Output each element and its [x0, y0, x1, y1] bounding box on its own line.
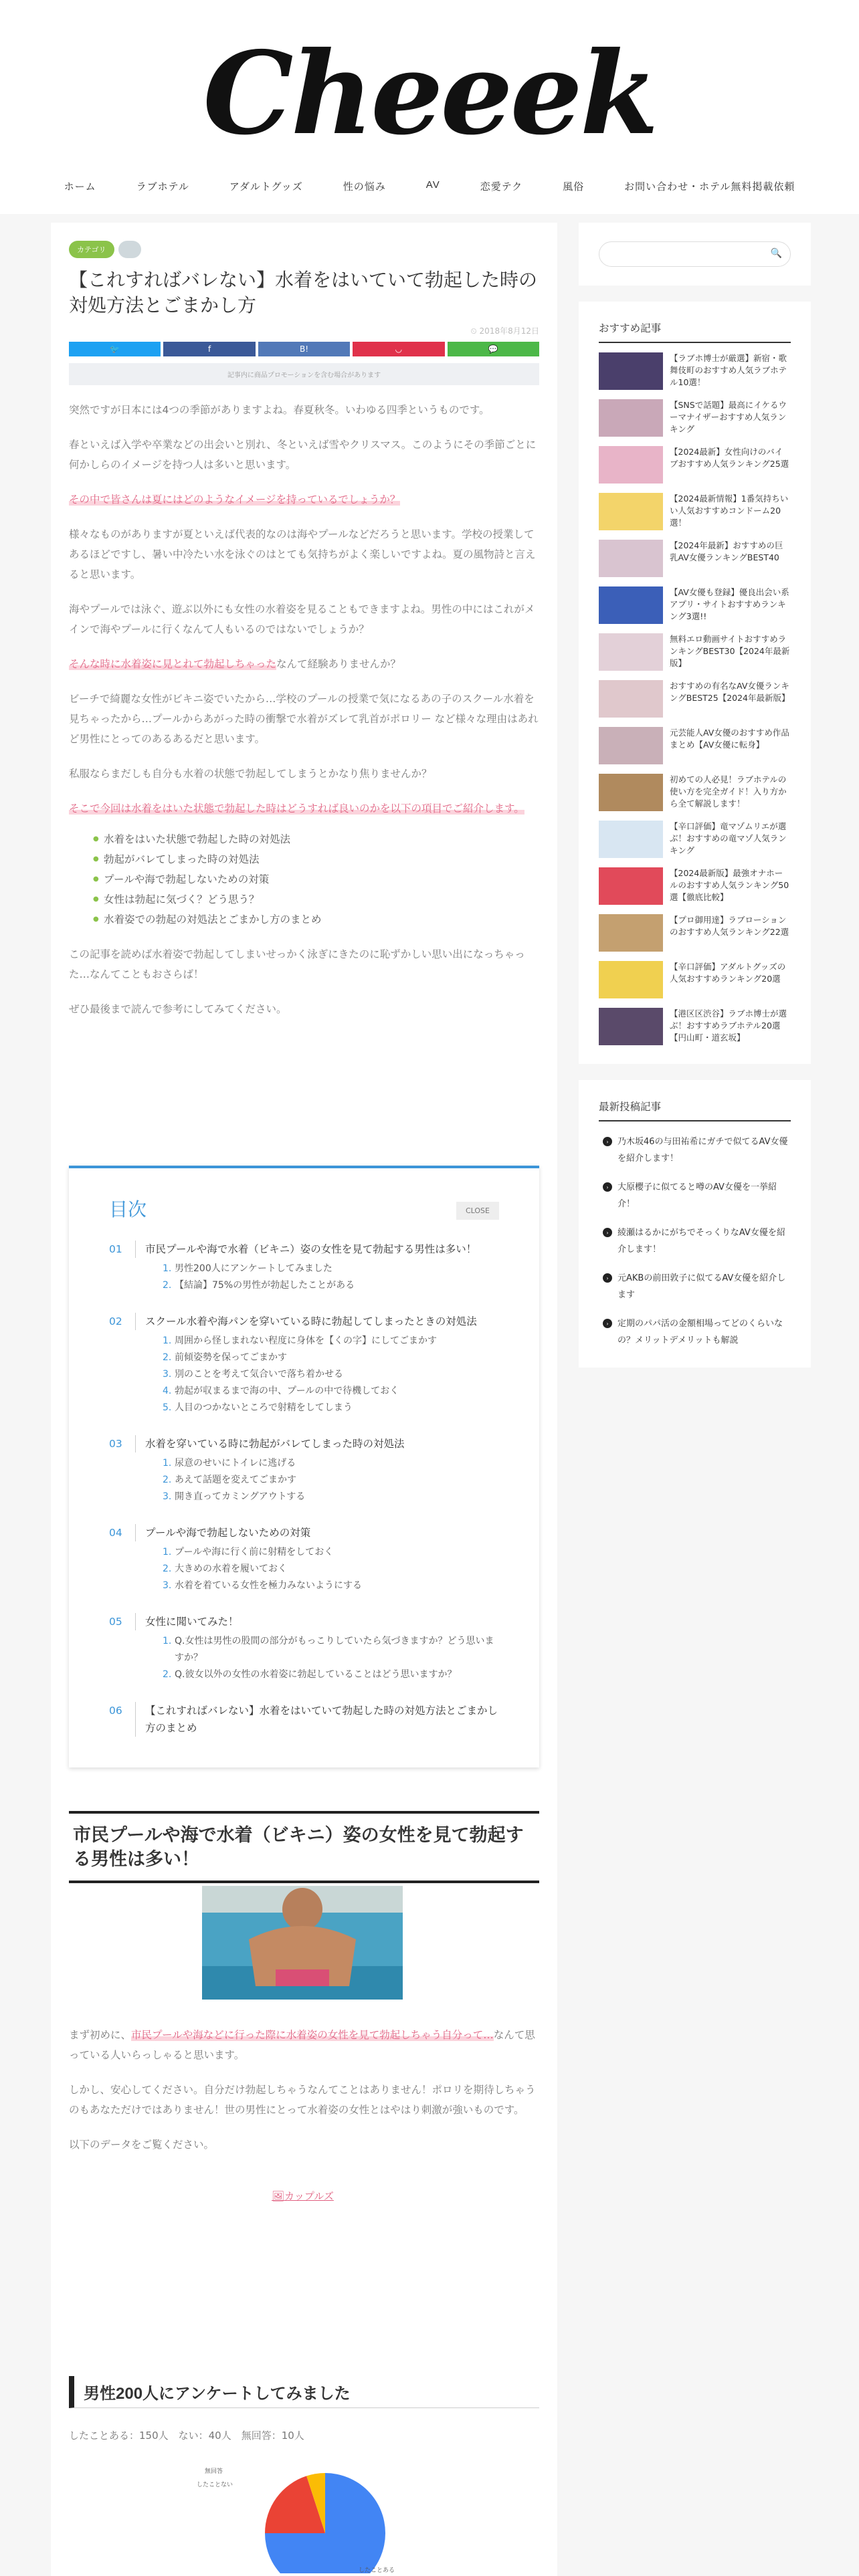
- toc-sublabel: 人目のつかないところで射精をしてしまう: [175, 1402, 353, 1413]
- search-icon[interactable]: 🔍: [770, 248, 782, 259]
- nav-item[interactable]: 性の悩み: [343, 181, 386, 193]
- highlight-text: そこで今回は水着をはいた状態で勃起した時はどうすれば良いのかを以下の項目でご紹介します。: [69, 802, 524, 815]
- article-paragraph: ビーチで綺麗な女性がビキニ姿でいたから…学校のプールの授業で気になるあの子のスクール水着を見ちゃったから…プールからあがった時の衝撃で水着がズレて乳首がポロリー など様々な理由はあれど男性にとってのあるあるだと思います。: [69, 693, 539, 745]
- toc-subitem[interactable]: [163, 1544, 499, 1561]
- toc-label: 【これすればバレない】水着をはいていて勃起した時の対処方法とごまかし方のまとめ: [145, 1705, 498, 1734]
- article-paragraph: [69, 490, 539, 510]
- toc-sublist: [163, 1261, 499, 1294]
- recommended-item[interactable]: [599, 586, 791, 624]
- subsection-heading: 男性200人にアンケートしてみました: [69, 2376, 539, 2408]
- hatena-icon: B!: [299, 344, 309, 354]
- recommended-thumbnail[interactable]: [599, 914, 663, 952]
- recommended-thumbnail[interactable]: [599, 446, 663, 484]
- recent-title[interactable]: 大原櫻子に似てると噂のAV女優を一挙紹介！: [617, 1182, 777, 1209]
- sidebar: [579, 223, 811, 1384]
- pocket-share-button[interactable]: [353, 342, 444, 356]
- nav-item[interactable]: 風俗: [563, 181, 585, 193]
- nav-item[interactable]: ホーム: [64, 181, 96, 193]
- toc-subitem[interactable]: [163, 1366, 499, 1383]
- recommended-item[interactable]: [599, 352, 791, 390]
- recent-list: [599, 1134, 791, 1349]
- toc-sublabel: 男性200人にアンケートしてみました: [175, 1263, 332, 1274]
- toc-subnumber: 3.: [163, 1369, 172, 1380]
- toc-section: [109, 1702, 499, 1737]
- nav-item[interactable]: お問い合わせ・ホテル無料掲載依頼: [624, 181, 795, 193]
- toc-subitem[interactable]: [163, 1489, 499, 1505]
- toc-sublabel: 勃起が収まるまで海の中、プールの中で待機しておく: [175, 1386, 399, 1396]
- toc-section: [109, 1524, 499, 1594]
- line-share-button[interactable]: [448, 342, 539, 356]
- pie-label: 無回答: [205, 2468, 223, 2475]
- nav-item[interactable]: 恋愛テク: [480, 181, 523, 193]
- toc-sublabel: Q.女性は男性の股間の部分がもっこりしていたら気づきますか？どう思いますか？: [175, 1636, 494, 1663]
- toc-sublist: [163, 1633, 499, 1683]
- recommended-thumbnail[interactable]: [599, 774, 663, 811]
- toc-section-link[interactable]: [109, 1241, 499, 1258]
- recent-item[interactable]: [599, 1134, 791, 1167]
- recommended-item[interactable]: [599, 446, 791, 484]
- p1-highlight: 市民プールや海などに行った際に水着姿の女性を見て勃起しちゃう自分って…: [131, 2029, 494, 2041]
- recommended-title[interactable]: 【2024年最新】おすすめの巨乳AV女優ランキングBEST40: [670, 540, 783, 562]
- toc-subitem[interactable]: [163, 1578, 499, 1594]
- recommended-item[interactable]: [599, 867, 791, 905]
- recommended-item[interactable]: [599, 680, 791, 718]
- toc-subnumber: 1.: [163, 1636, 172, 1646]
- toc-subitem[interactable]: [163, 1261, 499, 1277]
- facebook-share-button[interactable]: [163, 342, 255, 356]
- article-paragraph: この記事を読めば水着姿で勃起してしまいせっかく泳ぎにきたのに恥ずかしい思い出になっちゃった…なんてこともおさらば！: [69, 948, 525, 980]
- recommended-title: おすすめ記事: [599, 320, 791, 343]
- recent-title: 最新投稿記事: [599, 1099, 791, 1121]
- toc-subnumber: 5.: [163, 1402, 172, 1413]
- search-box: [579, 223, 811, 286]
- toc-number: 03: [109, 1435, 136, 1453]
- recommended-title[interactable]: 【ラブホ博士が厳選】新宿・歌舞伎町のおすすめ人気ラブホテル10選！: [670, 353, 787, 387]
- recommended-item[interactable]: [599, 961, 791, 998]
- toc-subitem[interactable]: [163, 1333, 499, 1350]
- recommended-thumbnail[interactable]: [599, 727, 663, 764]
- recent-widget: [579, 1080, 811, 1368]
- toc-sublabel: Q.彼女以外の女性の水着姿に勃起していることはどう思いますか？: [175, 1669, 457, 1680]
- toc-subitem[interactable]: [163, 1472, 499, 1489]
- toc-sublabel: プールや海に行く前に射精をしておく: [175, 1547, 334, 1558]
- toc-section-link[interactable]: [109, 1435, 499, 1453]
- recommended-list: [599, 352, 791, 1045]
- recommended-thumbnail[interactable]: [599, 633, 663, 671]
- recommended-title[interactable]: おすすめの有名なAV女優ランキングBEST25【2024年最新版】: [670, 681, 790, 703]
- recommended-item[interactable]: [599, 633, 791, 671]
- toc-subitem[interactable]: [163, 1455, 499, 1472]
- twitter-icon: 🐦: [110, 344, 120, 354]
- toc-section: [109, 1241, 499, 1294]
- article-closing: [69, 944, 539, 1019]
- toc-subnumber: 2.: [163, 1475, 172, 1485]
- toc-sublabel: 大きめの水着を履いておく: [175, 1564, 287, 1574]
- toc-sublabel: 別のことを考えて気合いで落ち着かせる: [175, 1369, 343, 1380]
- toc-section: [109, 1313, 499, 1416]
- recommended-item[interactable]: [599, 540, 791, 577]
- article-tags: [69, 241, 539, 258]
- recommended-item[interactable]: [599, 821, 791, 858]
- nav-item[interactable]: ラブホテル: [136, 181, 189, 193]
- toc-section: [109, 1435, 499, 1505]
- toc-subnumber: 1.: [163, 1263, 172, 1274]
- recent-title[interactable]: 元AKBの前田敦子に似てるAV女優を紹介します: [617, 1273, 786, 1300]
- toc-sections: [109, 1241, 499, 1737]
- recent-item[interactable]: [599, 1270, 791, 1303]
- recommended-title[interactable]: 【港区区渋谷】ラブホ博士が選ぶ！おすすめラブホテル20選【円山町・道玄坂】: [670, 1008, 787, 1043]
- recommended-title[interactable]: 【2024最新情報】1番気持ちいい人気おすすめコンドーム20選！: [670, 494, 789, 528]
- recommended-title[interactable]: 【SNSで話題】最高にイケるウーマナイザーおすすめ人気ランキング: [670, 400, 787, 434]
- article-title: 【これすればバレない】水着をはいていて勃起した時の対処方法とごまかし方: [69, 270, 538, 316]
- recommended-thumbnail[interactable]: [599, 352, 663, 390]
- article-bullets: [93, 829, 539, 930]
- table-of-contents: [69, 1166, 539, 1767]
- toc-sublabel: 尿意のせいにトイレに逃げる: [175, 1458, 296, 1469]
- bullet-item: ● 水着をはいた状態で勃起した時の対処法: [93, 829, 539, 849]
- recommended-title[interactable]: 元芸能人AV女優のおすすめ作品まとめ【AV女優に転身】: [670, 728, 789, 750]
- chevron-right-icon: ›: [603, 1319, 612, 1328]
- survey-pie-chart: [191, 2460, 412, 2573]
- p1-pre: まず初めに、: [69, 2029, 132, 2041]
- toc-sublist: [163, 1455, 499, 1505]
- toc-subnumber: 2.: [163, 1564, 172, 1574]
- broken-image-alt: カップルズ: [284, 2190, 334, 2202]
- facebook-icon: f: [207, 344, 211, 354]
- article-paragraph: 私服ならまだしも自分も水着の状態で勃起してしまうとかなり焦りませんか？: [69, 768, 432, 780]
- toc-subitem[interactable]: [163, 1277, 499, 1294]
- toc-subitem[interactable]: [163, 1400, 499, 1416]
- toc-close-button[interactable]: CLOSE: [456, 1202, 499, 1220]
- search-input[interactable]: [599, 241, 791, 267]
- article: [69, 241, 539, 1019]
- toc-label: スクール水着や海パンを穿いている時に勃起してしまったときの対処法: [145, 1315, 477, 1327]
- article-paragraph: 春といえば入学や卒業などの出会いと別れ、冬といえば雪やクリスマス。このようにその季節ごとに何かしらのイメージを持つ人は多いと思います。: [69, 439, 537, 471]
- recommended-item[interactable]: [599, 727, 791, 764]
- twitter-share-button[interactable]: [69, 342, 161, 356]
- nav-item[interactable]: AV: [425, 179, 440, 191]
- recommended-title[interactable]: 初めての人必見！ラブホテルの使い方を完全ガイド！入り方から全て解説します！: [670, 774, 787, 809]
- hatena-share-button[interactable]: [258, 342, 350, 356]
- recommended-thumbnail[interactable]: [599, 961, 663, 998]
- article-date: ⏲ 2018年8月12日: [470, 326, 539, 336]
- chevron-right-icon: ›: [603, 1273, 612, 1283]
- article-paragraph: 海やプールでは泳ぐ、遊ぶ以外にも女性の水着姿を見ることもできますよね。男性の中にはこれがメインで海やプールに行くなんて人もいるのではないでしょうか？: [69, 603, 535, 635]
- toc-label: 市民プールや海で水着（ビキニ）姿の女性を見て勃起する男性は多い！: [145, 1243, 477, 1255]
- toc-subnumber: 3.: [163, 1491, 172, 1502]
- section-paragraph-3: 以下のデータをご覧ください。: [69, 2139, 215, 2151]
- recommended-item[interactable]: [599, 774, 791, 811]
- bullet-item: ● 女性は勃起に気づく？どう思う？: [93, 889, 539, 909]
- toc-sublabel: 前傾姿勢を保ってごまかす: [175, 1352, 287, 1363]
- category-tag[interactable]: カテゴリ: [69, 241, 114, 258]
- date-value: 2018年8月12日: [479, 326, 539, 336]
- toc-label: プールや海で勃起しないための対策: [145, 1527, 311, 1539]
- article-body: [69, 400, 539, 819]
- recommended-title[interactable]: 【辛口評価】竜マゾムリエが選ぶ！おすすめの竜マゾ人気ランキング: [670, 821, 787, 855]
- article-paragraph: [69, 798, 539, 819]
- nav-item[interactable]: アダルトグッズ: [229, 181, 303, 193]
- recommended-thumbnail[interactable]: [599, 680, 663, 718]
- pie-label: したことある: [359, 2567, 395, 2573]
- swimmer-photo: [202, 1886, 403, 2000]
- toc-subitem[interactable]: [163, 1561, 499, 1578]
- recommended-widget: [579, 302, 811, 1064]
- toc-sublabel: 周囲から怪しまれない程度に身体を【くの字】にしてごまかす: [175, 1335, 437, 1346]
- p1-tail: なんて思っている人いらっしゃると思います。: [69, 2029, 535, 2061]
- toc-section-link[interactable]: [109, 1702, 499, 1737]
- toc-subitem[interactable]: [163, 1350, 499, 1366]
- recent-title[interactable]: 定期のパパ活の金額相場ってどのくらいなの？メリットデメリットも解説: [617, 1319, 783, 1346]
- toc-subitem[interactable]: [163, 1383, 499, 1400]
- highlight-text: その中で皆さんは夏にはどのようなイメージを持っているでしょうか？: [69, 494, 401, 506]
- toc-sublist: [163, 1544, 499, 1594]
- recommended-title[interactable]: 【AV女優も登録】優良出会い系アプリ・サイトおすすめランキング3選!!: [670, 587, 789, 621]
- toc-section-link[interactable]: [109, 1313, 499, 1330]
- toc-number: 06: [109, 1702, 136, 1737]
- category-tag-secondary[interactable]: [118, 241, 141, 258]
- recommended-title[interactable]: 【プロ御用達】ラブローションのおすすめ人気ランキング22選: [670, 915, 789, 937]
- recommended-thumbnail[interactable]: [599, 1008, 663, 1045]
- bullet-item: ● プールや海で勃起しないための対策: [93, 869, 539, 889]
- toc-subnumber: 2.: [163, 1669, 172, 1680]
- recommended-item[interactable]: [599, 914, 791, 952]
- toc-sublabel: 【結論】75%の男性が勃起したことがある: [175, 1280, 355, 1291]
- chevron-right-icon: ›: [603, 1228, 612, 1237]
- recommended-title[interactable]: 【辛口評価】アダルトグッズの人気おすすめランキング20選: [670, 962, 786, 984]
- toc-section-link[interactable]: [109, 1613, 499, 1630]
- section-paragraph-2: しかし、安心してください。自分だけ勃起しちゃうなんてことはありません！ポロリを期待しちゃうのもあなただけではありません！世の男性にとって水着姿の女性とはやはり刺激が強いものです。: [69, 2084, 536, 2116]
- toc-sublabel: 開き直ってカミングアウトする: [175, 1491, 306, 1502]
- toc-number: 04: [109, 1524, 136, 1541]
- toc-subitem[interactable]: [163, 1633, 499, 1667]
- section-heading: 市民プールや海で水着（ビキニ）姿の女性を見て勃起する男性は多い！: [69, 1811, 539, 1883]
- recommended-thumbnail[interactable]: [599, 399, 663, 437]
- recent-title[interactable]: 乃木坂46の与田祐希にガチで似てるAV女優を紹介します！: [617, 1137, 788, 1164]
- toc-subnumber: 2.: [163, 1280, 172, 1291]
- bullet-item: ● 水着姿での勃起の対処法とごまかし方のまとめ: [93, 909, 539, 930]
- toc-subnumber: 1.: [163, 1335, 172, 1346]
- toc-subitem[interactable]: [163, 1667, 499, 1683]
- chevron-right-icon: ›: [603, 1137, 612, 1146]
- toc-number: 01: [109, 1241, 136, 1258]
- chevron-right-icon: ›: [603, 1182, 612, 1192]
- recent-title[interactable]: 綾瀬はるかにがちでそっくりなAV女優を紹介します！: [617, 1228, 785, 1255]
- recommended-item[interactable]: [599, 1008, 791, 1045]
- toc-sublabel: あえて話題を変えてごまかす: [175, 1475, 296, 1485]
- section-body: [69, 2010, 539, 2155]
- main-content: [51, 223, 557, 2576]
- toc-subnumber: 3.: [163, 1580, 172, 1591]
- recommended-thumbnail[interactable]: [599, 586, 663, 624]
- recommended-title[interactable]: 無料エロ動画サイトおすすめランキングBEST30【2024年最新版】: [670, 634, 790, 668]
- broken-image-link[interactable]: [272, 2189, 334, 2203]
- toc-section: [109, 1613, 499, 1683]
- survey-result: したことある：150人 ない：40人 無回答：10人: [69, 2430, 304, 2442]
- toc-subnumber: 1.: [163, 1547, 172, 1558]
- promo-notice: 記事内に商品プロモーションを含む場合があります: [69, 363, 539, 385]
- toc-label: 水着を穿いている時に勃起がバレてしまった時の対処法: [145, 1438, 405, 1450]
- site-logo[interactable]: Cheeek: [203, 27, 656, 160]
- recommended-thumbnail[interactable]: [599, 867, 663, 905]
- pie-label: したことない: [197, 2482, 233, 2488]
- toc-sublabel: 水着を着ている女性を極力みないようにする: [175, 1580, 362, 1591]
- line-icon: 💬: [488, 344, 498, 354]
- recent-item[interactable]: [599, 1315, 791, 1349]
- article-paragraph: そんな時に水着姿に見とれて勃起しちゃったなんて経験ありませんか？: [69, 658, 401, 670]
- recommended-thumbnail[interactable]: [599, 540, 663, 577]
- recent-item[interactable]: [599, 1179, 791, 1212]
- toc-title: 目次: [109, 1199, 147, 1220]
- pocket-icon: ◡: [395, 344, 403, 354]
- recommended-title[interactable]: 【2024最新版】最強オナホールのおすすめ人気ランキング50選【徹底比較】: [670, 868, 789, 902]
- toc-sublist: [163, 1333, 499, 1416]
- toc-subnumber: 1.: [163, 1458, 172, 1469]
- recent-item[interactable]: [599, 1224, 791, 1258]
- recommended-item[interactable]: [599, 493, 791, 530]
- site-header: [0, 0, 859, 214]
- highlight-text: そんな時に水着姿に見とれて勃起しちゃった: [69, 658, 277, 670]
- share-buttons: [69, 342, 539, 356]
- article-paragraph: 様々なものがありますが夏といえば代表的なのは海やプールなどだろうと思います。学校の授業してあるほどですし、暑い中冷たい水を泳ぐのはとても気持ちがよく楽しいですよね。夏の風物詩と言えると思います。: [69, 528, 536, 580]
- recommended-title[interactable]: 【2024最新】女性向けのバイブおすすめ人気ランキング25選: [670, 447, 789, 469]
- recommended-item[interactable]: [599, 399, 791, 437]
- broken-image-icon: 🖼: [272, 2190, 285, 2202]
- recommended-thumbnail[interactable]: [599, 821, 663, 858]
- bullet-item: ● 勃起がバレてしまった時の対処法: [93, 849, 539, 869]
- toc-subnumber: 4.: [163, 1386, 172, 1396]
- article-paragraph: 突然ですが日本には4つの季節がありますよね。春夏秋冬。いわゆる四季というものです。: [69, 404, 490, 416]
- toc-section-link[interactable]: [109, 1524, 499, 1541]
- global-nav: [0, 179, 859, 193]
- toc-label: 女性に聞いてみた！: [145, 1616, 239, 1628]
- toc-number: 02: [109, 1313, 136, 1330]
- article-paragraph: ぜひ最後まで読んで参考にしてみてください。: [69, 1003, 287, 1015]
- section-paragraph-1: [69, 2025, 539, 2065]
- toc-number: 05: [109, 1613, 136, 1630]
- toc-subnumber: 2.: [163, 1352, 172, 1363]
- recommended-thumbnail[interactable]: [599, 493, 663, 530]
